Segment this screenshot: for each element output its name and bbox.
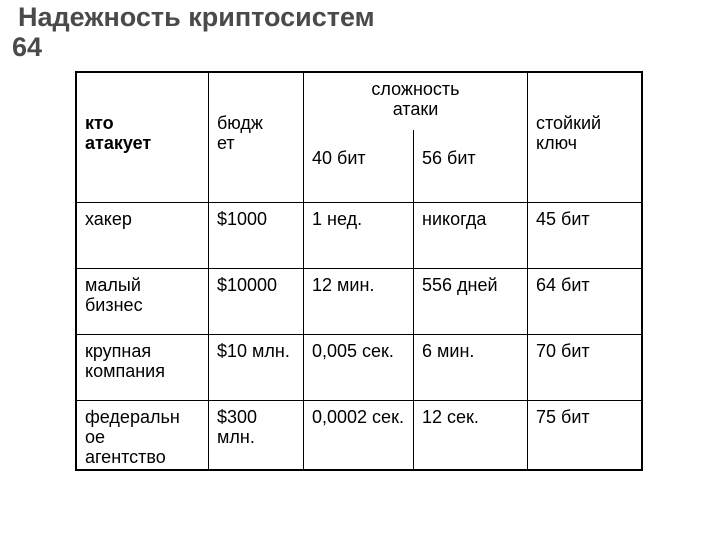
title-line2: 64 (12, 32, 43, 62)
cell-40-bit: 0,0002 сек. (304, 400, 414, 470)
cell-who (76, 334, 209, 400)
cell-budget (209, 202, 304, 268)
cell-budget-line: $300 (217, 406, 258, 427)
cell-key: 75 бит (528, 400, 643, 470)
cell-who-line: агентство (85, 446, 166, 467)
cell-budget-line: $10 млн. (217, 340, 290, 361)
table-row (76, 268, 642, 334)
header-budget-line: ет (217, 133, 235, 153)
cell-key: 64 бит (528, 268, 643, 334)
cell-key: 70 бит (528, 334, 643, 400)
cell-key: 45 бит (528, 202, 643, 268)
cell-budget-line: $1000 (217, 208, 268, 229)
cell-40-bit: 12 мин. (304, 268, 414, 334)
cell-budget-line: $10000 (217, 274, 278, 295)
header-complexity-line: сложность (371, 79, 460, 99)
header-budget-line: бюдж (217, 113, 263, 133)
header-complexity (304, 72, 528, 130)
table-header-row (76, 72, 642, 130)
cell-who-line: крупная (85, 340, 152, 361)
cell-who-line: бизнес (85, 294, 143, 315)
cell-who-line: хакер (85, 208, 132, 229)
cell-56-bit: никогда (414, 202, 528, 268)
cell-56-bit: 6 мин. (414, 334, 528, 400)
cell-40-bit: 1 нед. (304, 202, 414, 268)
header-who-line: кто (85, 113, 114, 133)
cell-who (76, 400, 209, 470)
header-who (76, 72, 209, 202)
cell-who-line: малый (85, 274, 141, 295)
table-row (76, 400, 642, 470)
cell-budget (209, 400, 304, 470)
header-budget (209, 72, 304, 202)
slide-title (12, 2, 375, 62)
title-line1: Надежность криптосистем (18, 2, 375, 32)
header-40-bit: 40 бит (304, 130, 414, 202)
cell-budget (209, 268, 304, 334)
cell-who (76, 268, 209, 334)
header-key-line: ключ (536, 133, 578, 153)
cell-who-line: компания (85, 360, 165, 381)
crypto-reliability-table (75, 71, 643, 471)
cell-56-bit: 12 сек. (414, 400, 528, 470)
cell-56-bit: 556 дней (414, 268, 528, 334)
cell-budget (209, 334, 304, 400)
cell-budget-line: млн. (217, 426, 255, 447)
cell-40-bit: 0,005 сек. (304, 334, 414, 400)
cell-who-line: федеральн (85, 406, 180, 427)
header-key-line: стойкий (536, 113, 602, 133)
table-row (76, 334, 642, 400)
cell-who (76, 202, 209, 268)
header-who-line: атакует (85, 133, 152, 153)
table-row (76, 202, 642, 268)
header-56-bit: 56 бит (414, 130, 528, 202)
header-key (528, 72, 643, 202)
header-complexity-line: атаки (392, 99, 439, 119)
cell-who-line: ое (85, 426, 106, 447)
